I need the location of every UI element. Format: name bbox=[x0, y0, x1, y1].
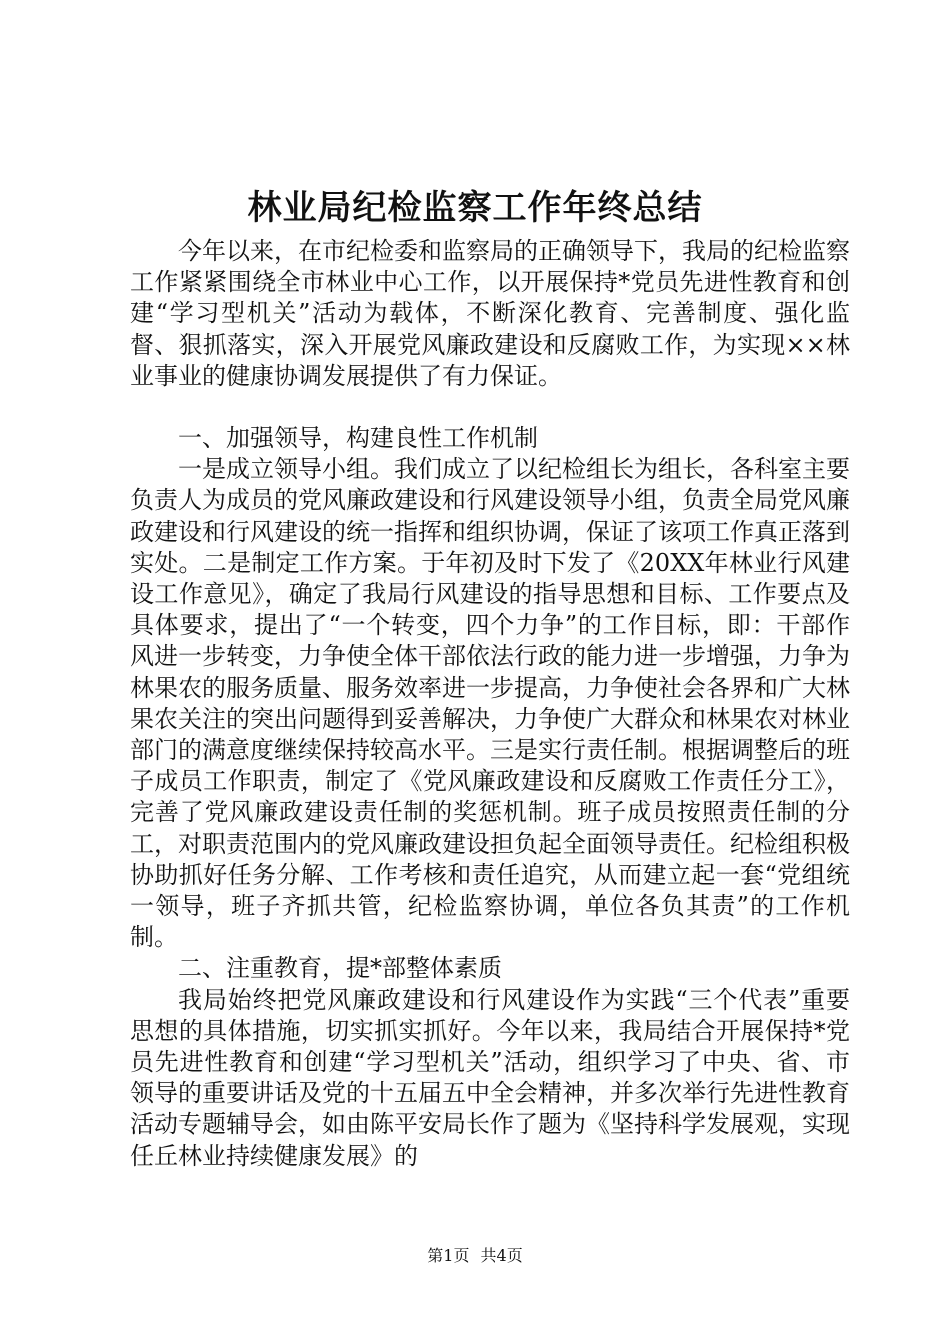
section-heading-2: 二、注重教育，提*部整体素质 bbox=[178, 954, 502, 983]
page-number: 第1页 bbox=[427, 1246, 470, 1265]
section-2-paragraph: 我局始终把党风廉政建设和行风建设作为实践“三个代表”重要思想的具体措施，切实抓实抓好。今年以来，我局结合开展保持*党员先进性教育和创建“学习型机关”活动，组织学习了中央、省、市领导的重要讲话及党的十五届五中全会精神，并多次举行先进性教育活动专题辅导会，如由陈平安局长作了题为《坚持科学发展观，实现任丘林业持续健康发展》的 bbox=[130, 985, 850, 1170]
section-1-paragraph: 一是成立领导小组。我们成立了以纪检组长为组长，各科室主要负责人为成员的党风廉政建设和行风建设领导小组，负责全局党风廉政建设和行风建设的统一指挥和组织协调，保证了该项工作真正落到实处。二是制定工作方案。于年初及时下发了《20XX年林业行风建设工作意见》，确定了我局行风建设的指导思想和目标、工作要点及具体要求，提出了“一个转变，四个力争”的工作目标，即：干部作风进一步转变，力争使全体干部依法行政的能力进一步增强，力争为林果农的服务质量、服务效率进一步提高，力争使社会各界和广大林果农关注的突出问题得到妥善解决，力争使广大群众和林果农对林业部门的满意度继续保持较高水平。三是实行责任制。根据调整后的班子成员工作职责，制定了《党风廉政建设和反腐败工作责任分工》，完善了党风廉政建设责任制的奖惩机制。班子成员按照责任制的分工，对职责范围内的党风廉政建设担负起全面领导责任。纪检组积极协助抓好任务分解、工作考核和责任追究，从而建立起一套“党组统一领导，班子齐抓共管，纪检监察协调，单位各负其责”的工作机制。 bbox=[130, 455, 850, 952]
page-footer bbox=[0, 1246, 950, 1266]
document-title: 林业局纪检监察工作年终总结 bbox=[247, 188, 703, 228]
document-body bbox=[130, 236, 850, 1172]
section-heading-1: 一、加强领导，构建良性工作机制 bbox=[178, 424, 538, 453]
intro-paragraph: 今年以来，在市纪检委和监察局的正确领导下，我局的纪检监察工作紧紧围绕全市林业中心工作，以开展保持*党员先进性教育和创建“学习型机关”活动为载体，不断深化教育、完善制度、强化监督、狠抓落实，深入开展党风廉政建设和反腐败工作，为实现××林业事业的健康协调发展提供了有力保证。 bbox=[130, 237, 850, 390]
page-total: 共4页 bbox=[480, 1246, 523, 1265]
